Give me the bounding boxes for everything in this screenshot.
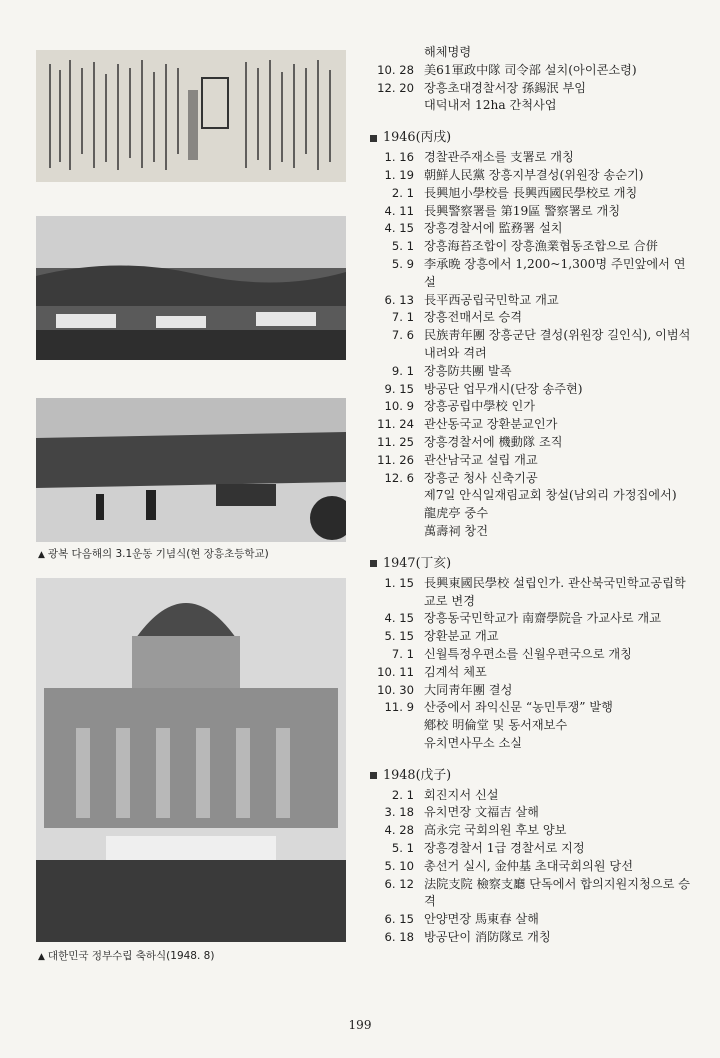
chronology-entry: [362, 309, 692, 327]
chronology-entry: [362, 840, 692, 858]
entry-date: 10. 9: [384, 399, 414, 414]
entry-text: 장흥경찰서에 機動隊 조직: [424, 434, 563, 449]
entry-text: 長興警察署를 第19區 警察署로 개칭: [424, 203, 621, 218]
entry-text: 高永完 국회의원 후보 양보: [424, 823, 567, 838]
entry-text: 장흥공립中學校 인가: [424, 399, 536, 414]
entry-text: 法院支院 檢察支廳 단독에서 합의지원지청으로 승격: [424, 876, 691, 909]
photo-caption: ▲ 대한민국 정부수립 축하식(1948. 8): [38, 950, 215, 962]
chronology-entry: [362, 523, 692, 541]
chronology-entry: [362, 381, 692, 399]
entry-text: 경찰관주재소를 支署로 개칭: [424, 150, 574, 165]
entry-date: 1. 19: [384, 167, 414, 182]
chronology-entry: [362, 822, 692, 840]
triangle-marker-icon: ▲: [38, 952, 45, 962]
entry-text: 장흥防共團 발족: [424, 363, 512, 378]
entry-text: 장환분교 개교: [424, 629, 499, 644]
entry-date: 4. 15: [384, 611, 414, 626]
entry-date: 10. 30: [377, 682, 414, 697]
entry-date: 7. 1: [391, 310, 414, 325]
chronology-entry: [362, 185, 692, 203]
entry-date: [362, 523, 424, 541]
chronology-entry: 12. 20 장흥초대경찰서장 孫錫泯 부임: [377, 80, 587, 95]
chronology-entry: [362, 717, 692, 735]
chronology-entry: [362, 416, 692, 434]
entry-date: 9. 1: [391, 363, 414, 378]
entry-date: [362, 735, 424, 753]
intro-entries: [362, 44, 692, 115]
chronology-entry: [362, 575, 692, 611]
chronology-entry: 대덕내저 12ha 간척사업: [424, 98, 557, 113]
chronology-entry: [362, 610, 692, 628]
entry-date: 4. 11: [384, 203, 414, 218]
entry-text: 김계석 체포: [424, 664, 487, 679]
entry-date: 9. 15: [384, 381, 414, 396]
entry-text: 안양면장 馬東春 살해: [424, 912, 539, 927]
entry-date: [362, 487, 424, 505]
chronology-entry: [362, 220, 692, 238]
year-heading: 1948(戊子): [362, 767, 692, 785]
entry-text: 李承晩 장흥에서 1,200~1,300명 주민앞에서 연설: [424, 256, 686, 289]
entry-text: 방공단이 消防隊로 개칭: [424, 930, 551, 945]
chronology-entry: [362, 167, 692, 185]
entry-date: 6. 12: [384, 876, 414, 891]
page-number: 199: [348, 1018, 372, 1032]
entry-text: 萬壽祠 창건: [424, 523, 488, 538]
entry-text: 관산남국교 설립 개교: [424, 452, 538, 467]
entry-date: 10. 11: [377, 664, 414, 679]
entry-text: 長興東國民學校 설립인가. 관산북국민학교공립학교로 변경: [424, 575, 686, 608]
entry-date: [362, 505, 424, 523]
entry-date: 1. 15: [384, 575, 414, 590]
entry-text: 龍虎亭 중수: [424, 506, 488, 521]
entry-text: 관산동국교 장환분교인가: [424, 417, 558, 432]
entry-text: 방공단 업무개시(단장 송주현): [424, 381, 583, 396]
entry-text: 장흥전매서로 승격: [424, 310, 523, 325]
chronology-entry: [362, 628, 692, 646]
square-bullet-icon: [370, 135, 377, 142]
chronology-entry: [362, 699, 692, 717]
entry-date: 11. 25: [377, 434, 414, 449]
chronology-entry: [362, 787, 692, 805]
entry-text: 유치면사무소 소실: [424, 735, 523, 750]
entry-text: 총선거 실시, 金仲基 초대국회의원 당선: [424, 858, 633, 873]
entry-text: 장흥海苔조합이 장흥漁業협동조합으로 合併: [424, 239, 658, 254]
entry-date: 1. 16: [384, 150, 414, 165]
year-sections: [362, 129, 692, 947]
entry-text: 산중에서 좌익신문 “농민투쟁” 발행: [424, 700, 613, 715]
chronology-entry: [362, 735, 692, 753]
chronology-entry: [362, 929, 692, 947]
photo-march-first-ceremony: [36, 398, 346, 542]
chronology-column: [362, 44, 692, 947]
photo-government-building: [36, 578, 346, 942]
entry-text: 장흥동국민학교가 南齋學院을 가교사로 개교: [424, 611, 661, 626]
entry-date: 12. 6: [384, 470, 414, 485]
entry-date: 4. 15: [384, 221, 414, 236]
entry-text: 회진지서 신설: [424, 787, 499, 802]
chronology-entry: [362, 911, 692, 929]
chronology-entry: [362, 470, 692, 488]
entry-date: [362, 717, 424, 735]
entry-date: 2. 1: [391, 185, 414, 200]
entry-text: 民族靑年團 장흥군단 결성(위원장 길인식), 이범석 내려와 격려: [424, 328, 691, 360]
photo-crowd-rally: [36, 216, 346, 360]
entry-text: 朝鮮人民黨 장흥지부결성(위원장 송순기): [424, 167, 644, 182]
chronology-entry: [362, 804, 692, 822]
chronology-entry: [362, 452, 692, 470]
photo-document: [36, 50, 346, 182]
entry-text: 제7일 안식일재림교회 창설(남외리 가정집에서): [424, 488, 677, 503]
entry-text: 장흥경찰서 1급 경찰서로 지정: [424, 841, 585, 856]
chronology-entry: [362, 487, 692, 505]
chronology-entry: [362, 203, 692, 221]
entry-text: 長興旭小學校를 長興西國民學校로 개칭: [424, 185, 638, 200]
entry-date: 5. 15: [384, 629, 414, 644]
entry-date: 6. 13: [384, 292, 414, 307]
chronology-entry: [362, 398, 692, 416]
entry-date: 5. 10: [384, 858, 414, 873]
entry-date: 7. 1: [391, 646, 414, 661]
chronology-entry: [362, 682, 692, 700]
chronology-entry: [362, 327, 692, 363]
year-heading: 1947(丁亥): [362, 555, 692, 573]
entry-date: 6. 15: [384, 912, 414, 927]
square-bullet-icon: [370, 772, 377, 779]
entry-date: 5. 9: [391, 256, 414, 271]
entry-text: 長平西공립국민학교 개교: [424, 292, 559, 307]
entry-date: 4. 28: [384, 823, 414, 838]
entry-text: 大同靑年團 결성: [424, 682, 513, 697]
entry-text: 장흥군 청사 신축기공: [424, 470, 538, 485]
chronology-entry: [362, 664, 692, 682]
chronology-entry: [362, 149, 692, 167]
square-bullet-icon: [370, 560, 377, 567]
entry-text: 유치면장 文福吉 살해: [424, 805, 539, 820]
entry-text: 신월특정우편소를 신월우편국으로 개칭: [424, 646, 632, 661]
chronology-entry: 해체명령: [424, 45, 472, 59]
entry-date: 2. 1: [391, 787, 414, 802]
entry-date: 11. 26: [377, 452, 414, 467]
chronology-entry: [362, 238, 692, 256]
entry-date: 11. 9: [384, 700, 414, 715]
entry-text: 장흥경찰서에 監務署 설치: [424, 221, 563, 236]
entry-date: 7. 6: [391, 328, 414, 343]
chronology-entry: [362, 434, 692, 452]
chronology-entry: 10. 28 美61軍政中隊 司令部 설치(아이콘소령): [377, 62, 637, 77]
chronology-entry: [362, 876, 692, 912]
photo-caption: ▲ 광복 다음해의 3.1운동 기념식(현 장흥초등학교): [38, 548, 269, 560]
entry-date: 3. 18: [384, 805, 414, 820]
entry-date: 6. 18: [384, 930, 414, 945]
chronology-entry: [362, 256, 692, 292]
chronology-entry: [362, 646, 692, 664]
entry-text: 鄕校 明倫堂 및 동서재보수: [424, 718, 568, 733]
entry-date: 5. 1: [391, 841, 414, 856]
chronology-entry: [362, 363, 692, 381]
chronology-entry: [362, 505, 692, 523]
chronology-entry: [362, 292, 692, 310]
entry-date: 11. 24: [377, 417, 414, 432]
entry-date: 5. 1: [391, 239, 414, 254]
chronology-entry: [362, 858, 692, 876]
triangle-marker-icon: ▲: [38, 550, 45, 560]
year-heading: 1946(丙戌): [362, 129, 692, 147]
